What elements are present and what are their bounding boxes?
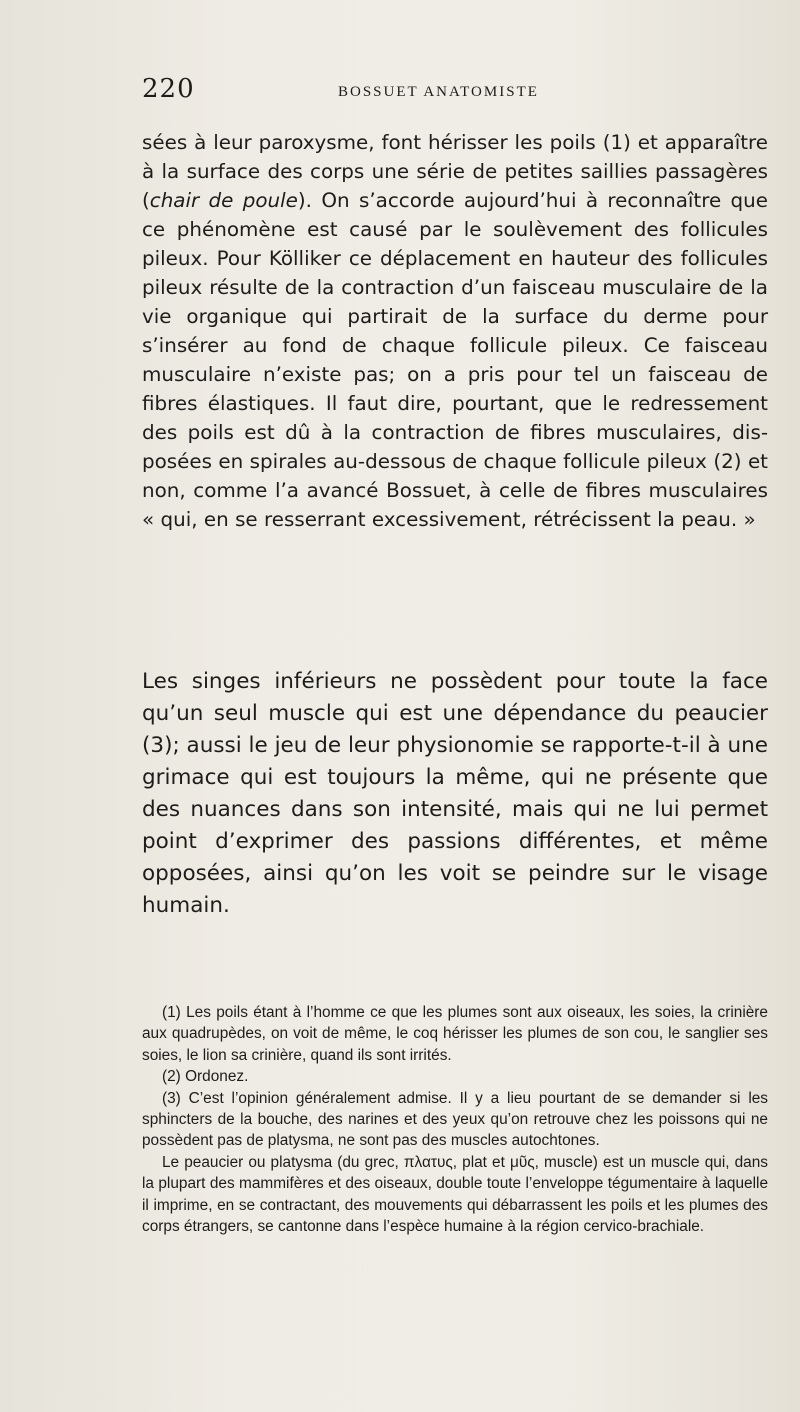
paragraph-1-italic: chair de poule: [149, 189, 298, 212]
paragraph-2-text: Les singes inférieurs ne possèdent pour toute la face qu’un seul muscle qui est une dépendance du peaucier (3); aussi le jeu de leur physionomie se rapporte-t-il à une grimace qui est toujours la même, qui ne présente que des nuances dans son intensité, mais qui ne lui permet point d’exprimer des passions différentes, et même opposées, ainsi qu’on les voit se peindre sur le visage humain.: [142, 669, 768, 918]
paragraph-2: [142, 666, 768, 922]
running-head: BOSSUET ANATOMISTE: [338, 84, 539, 100]
page-header: [142, 74, 742, 114]
paragraph-1: [142, 128, 768, 534]
paragraph-1-part-a: sées à leur paroxysme, font hérisser les poils (1) et apparaître à la surface des corps une série de petites saillies passagères (: [142, 131, 768, 212]
footnote-2: (2) Ordonez.: [162, 1068, 249, 1086]
paragraph-1-text: [142, 128, 768, 534]
footnote-1: (1) Les poils étant à l’homme ce que les plumes sont aux oiseaux, les soies, la crinière aux quadrupèdes, on voit de même, le coq hérisser les plumes de son cou, le sanglier ses soies, le lion sa crinière, quand ils sont irrités.: [142, 1004, 768, 1064]
footnote-3: (3) C’est l’opinion généralement admise. Il y a lieu pourtant de se demander si les sphincters de la bouche, des narines et des yeux qu’on retrouve chez les poissons qui ne possèdent pas de platysma, ne sont pas des muscles autochtones.: [142, 1089, 768, 1150]
footnote-3-continued: Le peaucier ou platysma (du grec, πλατυς, plat et μῦς, muscle) est un muscle qui, dans la plupart des mammifères et des oiseaux, double toute l’enveloppe tégumentaire à laquelle il imprime, en se contractant, des mouvements qui débarrassent les poils et les plumes des corps étrangers, se cantonne dans l’espèce humaine à la région cervico-brachiale.: [142, 1153, 768, 1236]
paragraph-1-part-b: ). On s’accorde aujourd’hui à reconnaître que ce phénomène est causé par le soulèvement des follicules pileux. Pour Kölliker ce déplacement en hauteur des follicules pileux résulte de la contraction d’un faisceau musculaire de la vie organique qui partirait de la surface du derme pour s’insérer au fond de chaque follicule pileux. Ce faisceau musculaire n’existe pas; on a pris pour tel un faisceau de fibres élastiques. Il faut dire, pourtant, que le redressement des poils est dû à la contraction de fibres musculaires, disposées en spirales au-dessous de chaque follicule pileux (2) et non, comme l’a avancé Bossuet, à celle de fibres musculaires « qui, en se resserrant excessivement, rétrécissent la peau. »: [142, 189, 768, 531]
footnotes: [142, 1002, 768, 1237]
page-number: 220: [142, 74, 195, 104]
